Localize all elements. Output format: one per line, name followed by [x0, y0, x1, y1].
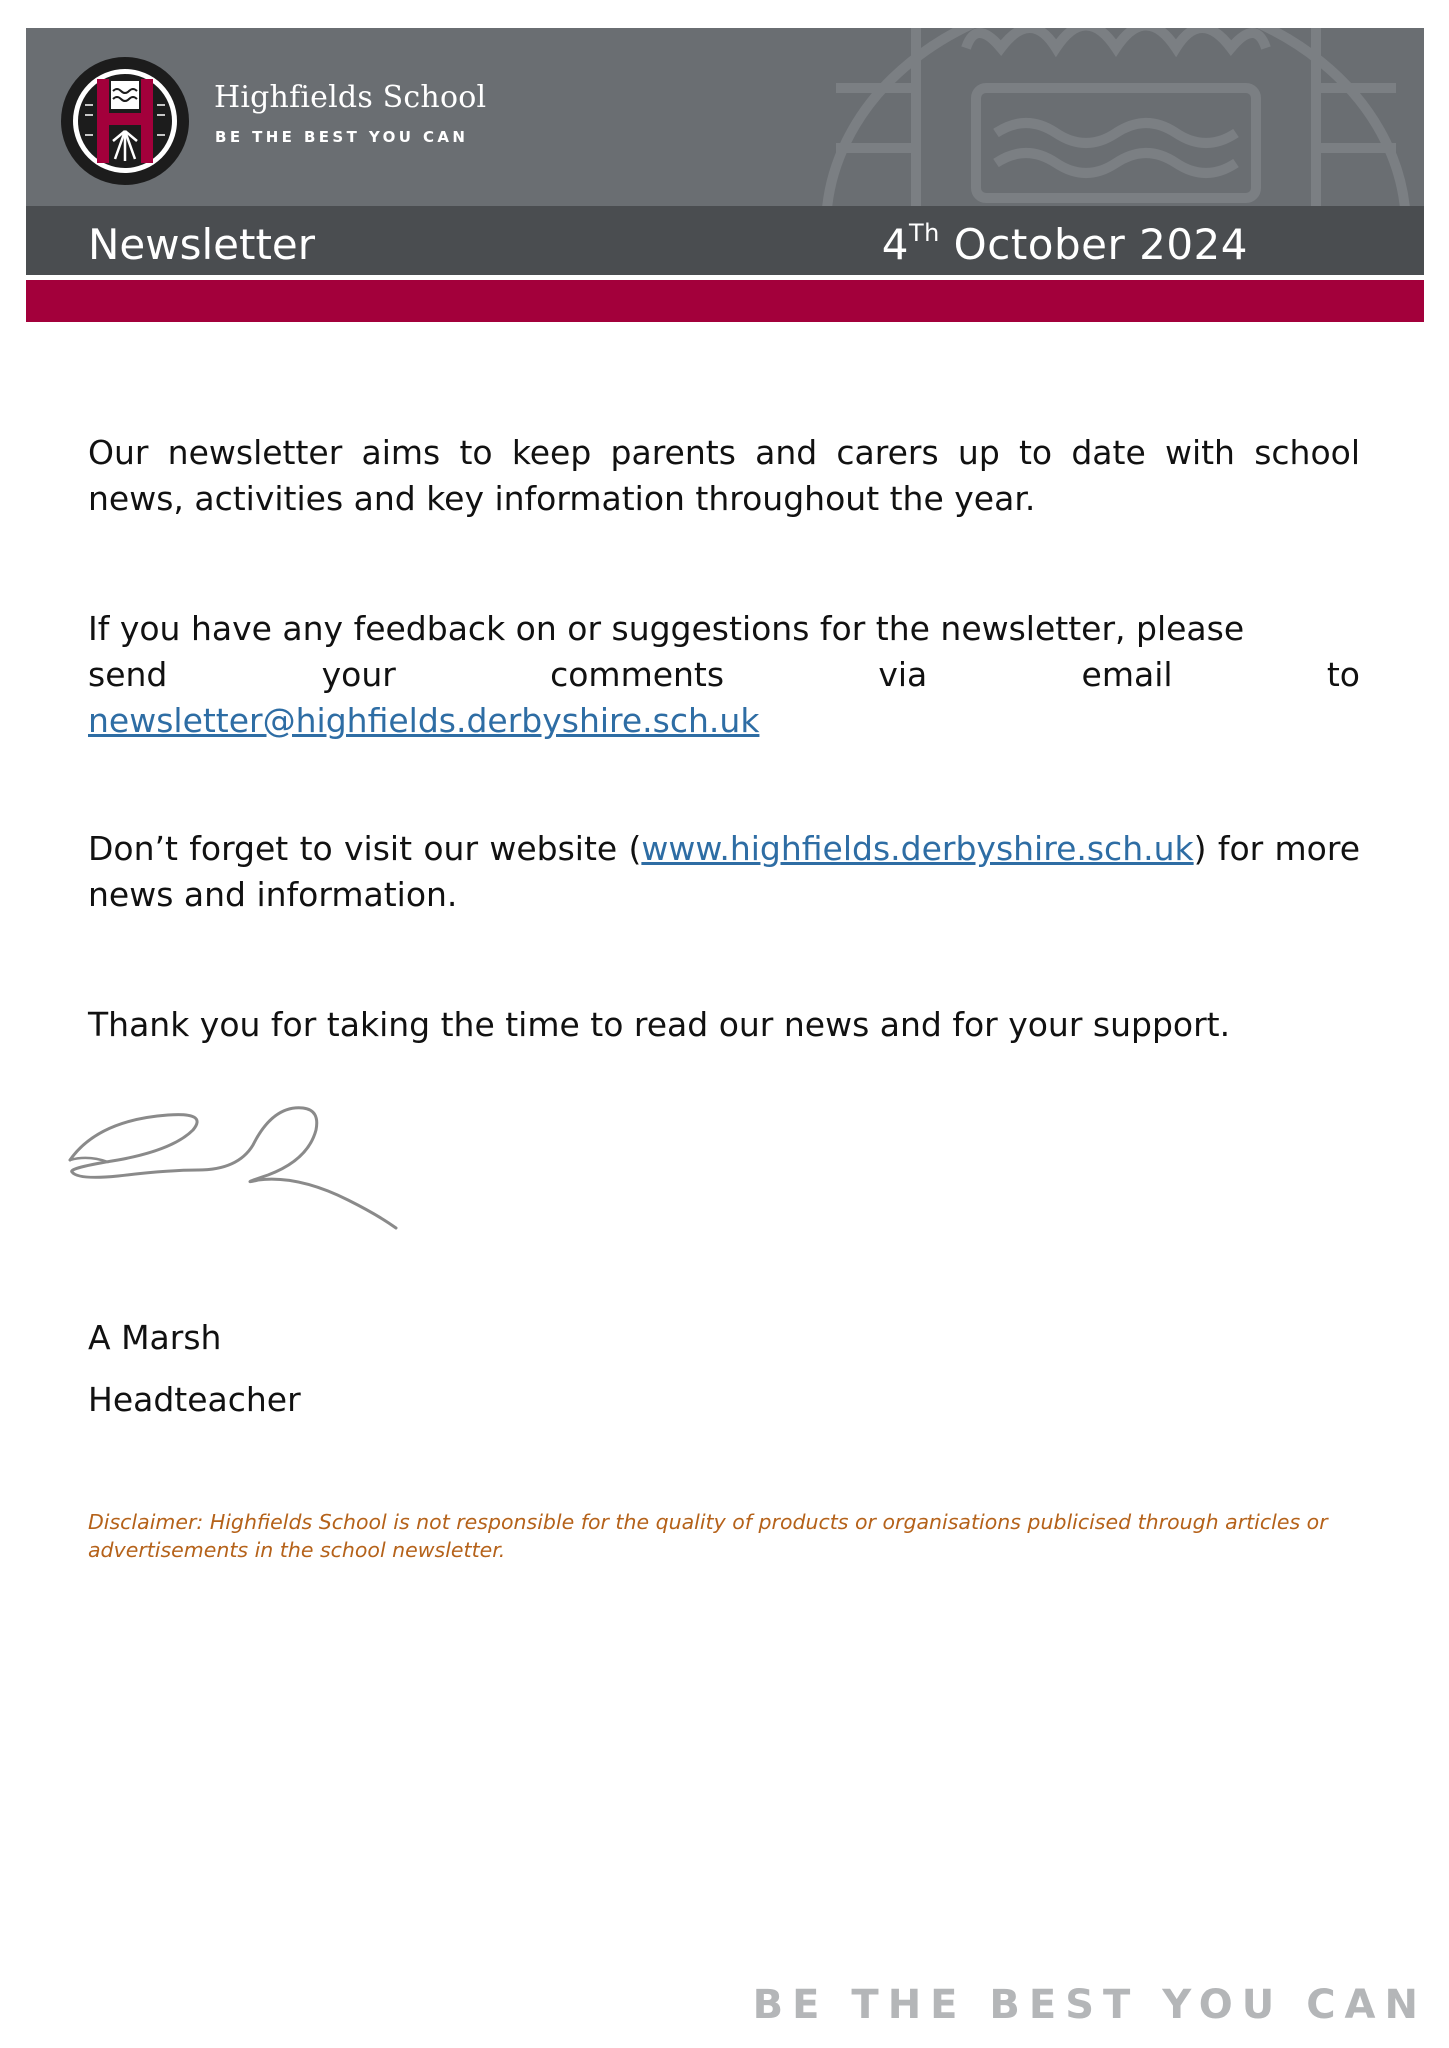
newsletter-title: Newsletter: [88, 220, 316, 269]
feedback-word: email: [1081, 655, 1173, 694]
title-bar: [26, 206, 1424, 275]
date-rest: October 2024: [939, 220, 1248, 269]
feedback-paragraph: [88, 606, 1360, 744]
signatory-name: A Marsh: [88, 1318, 222, 1357]
newsletter-email-link[interactable]: newsletter@highfields.derbyshire.sch.uk: [88, 701, 760, 740]
intro-paragraph: Our newsletter aims to keep parents and carers up to date with school news, activities and key information throughout the year.: [88, 433, 1360, 518]
newsletter-date: [882, 220, 1248, 269]
thanks-paragraph: Thank you for taking the time to read our news and for your support.: [88, 1005, 1231, 1044]
handwritten-signature: [58, 1100, 418, 1250]
feedback-word: via: [878, 655, 928, 694]
feedback-line: [88, 652, 1360, 698]
school-motto: BE THE BEST YOU CAN: [215, 128, 469, 146]
school-crest-icon: [59, 55, 191, 187]
newsletter-header: [26, 28, 1424, 206]
accent-bar: [26, 280, 1424, 322]
signatory-role: Headteacher: [88, 1380, 301, 1419]
website-suffix: ) for more news and information.: [88, 829, 1360, 914]
website-prefix: Don’t forget to visit our website (: [88, 829, 642, 868]
date-suffix: Th: [908, 219, 940, 247]
feedback-word: comments: [550, 655, 725, 694]
website-link[interactable]: www.highfields.derbyshire.sch.uk: [641, 829, 1194, 868]
feedback-word: send: [88, 655, 168, 694]
school-name: Highfields School: [214, 80, 487, 115]
disclaimer: Disclaimer: Highfields School is not responsible for the quality of products or organisations publicised through articles or advertisements in the school newsletter.: [88, 1510, 1328, 1562]
feedback-word: your: [321, 655, 396, 694]
website-paragraph: [88, 826, 1360, 918]
date-day: 4: [881, 220, 909, 269]
feedback-word: to: [1326, 655, 1360, 694]
feedback-text: If you have any feedback on or suggestions for the newsletter, please: [88, 609, 1245, 648]
crest-watermark-icon: [796, 28, 1416, 206]
footer-motto: BE THE BEST YOU CAN: [752, 1982, 1427, 2028]
